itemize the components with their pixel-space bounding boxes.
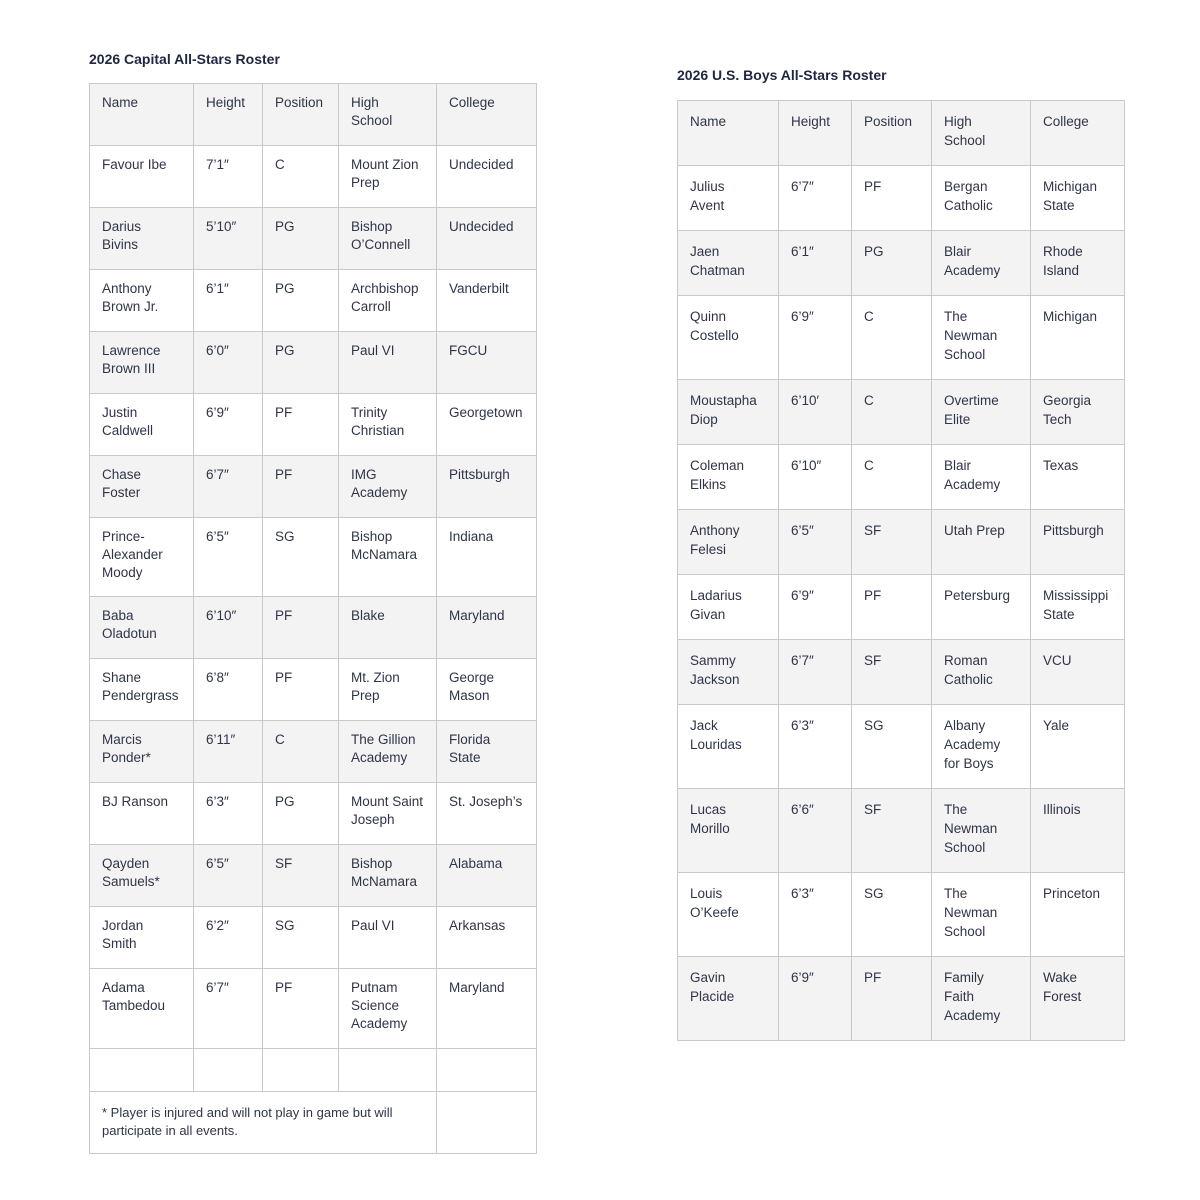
table-row <box>90 270 537 332</box>
position-cell: C <box>852 380 932 445</box>
college-cell: St. Joseph’s <box>437 783 537 845</box>
name-cell: Jaen Chatman <box>678 231 779 296</box>
college-cell: FGCU <box>437 332 537 394</box>
high-school-cell: Bishop McNamara <box>339 845 437 907</box>
high-school-cell: Mount Saint Joseph <box>339 783 437 845</box>
table-row <box>90 208 537 270</box>
name-cell: Quinn Costello <box>678 296 779 380</box>
name-cell: Jordan Smith <box>90 907 194 969</box>
name-cell: Coleman Elkins <box>678 445 779 510</box>
position-cell: SF <box>263 845 339 907</box>
college-cell: Alabama <box>437 845 537 907</box>
name-cell: Justin Caldwell <box>90 394 194 456</box>
position-cell: PF <box>852 166 932 231</box>
position-cell: SG <box>852 873 932 957</box>
college-cell: Maryland <box>437 597 537 659</box>
college-cell: Georgetown <box>437 394 537 456</box>
name-cell: Jack Louridas <box>678 705 779 789</box>
position-cell: PF <box>263 456 339 518</box>
high-school-cell: Overtime Elite <box>932 380 1031 445</box>
position-cell: PG <box>263 332 339 394</box>
high-school-cell: Blair Academy <box>932 445 1031 510</box>
table-row <box>678 873 1125 957</box>
height-cell: 6’7″ <box>194 969 263 1049</box>
height-cell: 6’7″ <box>194 456 263 518</box>
high-school-cell: Petersburg <box>932 575 1031 640</box>
college-cell: VCU <box>1031 640 1125 705</box>
usboys-roster-table <box>677 100 1125 1041</box>
height-cell: 6’9″ <box>779 957 852 1041</box>
column-header-high-school: High School <box>932 101 1031 166</box>
height-cell: 6’3″ <box>779 873 852 957</box>
high-school-cell: The Newman School <box>932 789 1031 873</box>
name-cell: Moustapha Diop <box>678 380 779 445</box>
table-row <box>678 575 1125 640</box>
height-cell: 6’11″ <box>194 721 263 783</box>
name-cell: Gavin Placide <box>678 957 779 1041</box>
column-header-position: Position <box>852 101 932 166</box>
usboys-roster-title: 2026 U.S. Boys All-Stars Roster <box>677 67 887 83</box>
college-cell: Georgia Tech <box>1031 380 1125 445</box>
position-cell: PF <box>263 597 339 659</box>
height-cell: 6’7″ <box>779 640 852 705</box>
footnote-empty-cell <box>437 1092 537 1154</box>
college-cell: Maryland <box>437 969 537 1049</box>
footnote-row <box>90 1092 537 1154</box>
position-cell <box>263 1049 339 1092</box>
usboys-roster <box>677 66 1125 1041</box>
table-row <box>90 518 537 597</box>
table-row <box>90 332 537 394</box>
name-cell: BJ Ranson <box>90 783 194 845</box>
table-row <box>678 510 1125 575</box>
position-cell: PG <box>263 270 339 332</box>
height-cell: 6’10″ <box>779 445 852 510</box>
college-cell: Yale <box>1031 705 1125 789</box>
capital-roster <box>89 50 537 1154</box>
name-cell: Chase Foster <box>90 456 194 518</box>
table-row <box>90 1049 537 1092</box>
name-cell: Prince- Alexander Moody <box>90 518 194 597</box>
table-row <box>678 789 1125 873</box>
high-school-cell: Albany Academy for Boys <box>932 705 1031 789</box>
high-school-cell: Mt. Zion Prep <box>339 659 437 721</box>
position-cell: C <box>852 445 932 510</box>
table-row <box>678 296 1125 380</box>
table-row <box>678 231 1125 296</box>
name-cell: Anthony Brown Jr. <box>90 270 194 332</box>
name-cell: Lucas Morillo <box>678 789 779 873</box>
name-cell: Sammy Jackson <box>678 640 779 705</box>
name-cell: Ladarius Givan <box>678 575 779 640</box>
name-cell: Louis O’Keefe <box>678 873 779 957</box>
position-cell: C <box>852 296 932 380</box>
height-cell: 6’3″ <box>779 705 852 789</box>
column-header-position: Position <box>263 84 339 146</box>
table-row <box>90 597 537 659</box>
college-cell: Arkansas <box>437 907 537 969</box>
position-cell: SF <box>852 510 932 575</box>
column-header-height: Height <box>194 84 263 146</box>
position-cell: PG <box>263 208 339 270</box>
high-school-cell: Trinity Christian <box>339 394 437 456</box>
height-cell: 5’10″ <box>194 208 263 270</box>
high-school-cell: Family Faith Academy <box>932 957 1031 1041</box>
high-school-cell: Bergan Catholic <box>932 166 1031 231</box>
high-school-cell: Utah Prep <box>932 510 1031 575</box>
college-cell: Pittsburgh <box>1031 510 1125 575</box>
injury-footnote: * Player is injured and will not play in game but will participate in all events. <box>90 1092 437 1154</box>
table-row <box>678 380 1125 445</box>
table-row <box>678 957 1125 1041</box>
position-cell: C <box>263 721 339 783</box>
position-cell: SF <box>852 640 932 705</box>
college-cell <box>437 1049 537 1092</box>
table-row <box>90 845 537 907</box>
height-cell: 6’1″ <box>194 270 263 332</box>
table-row <box>90 394 537 456</box>
column-header-high-school: High School <box>339 84 437 146</box>
height-cell: 6’9″ <box>779 575 852 640</box>
position-cell: PG <box>263 783 339 845</box>
table-row <box>90 969 537 1049</box>
column-header-height: Height <box>779 101 852 166</box>
table-row <box>90 907 537 969</box>
name-cell: Baba Oladotun <box>90 597 194 659</box>
position-cell: SG <box>852 705 932 789</box>
table-row <box>90 659 537 721</box>
height-cell: 6’9″ <box>779 296 852 380</box>
table-row <box>90 721 537 783</box>
name-cell: Qayden Samuels* <box>90 845 194 907</box>
name-cell: Anthony Felesi <box>678 510 779 575</box>
table-row <box>90 146 537 208</box>
college-cell: Princeton <box>1031 873 1125 957</box>
name-cell: Julius Avent <box>678 166 779 231</box>
height-cell: 6’10′ <box>779 380 852 445</box>
college-cell: Pittsburgh <box>437 456 537 518</box>
height-cell: 6’6″ <box>779 789 852 873</box>
header-row <box>678 101 1125 166</box>
table-row <box>678 166 1125 231</box>
height-cell: 6’5″ <box>779 510 852 575</box>
high-school-cell: Blair Academy <box>932 231 1031 296</box>
table-row <box>678 705 1125 789</box>
high-school-cell: Blake <box>339 597 437 659</box>
height-cell: 6’0″ <box>194 332 263 394</box>
height-cell: 6’7″ <box>779 166 852 231</box>
college-cell: Michigan <box>1031 296 1125 380</box>
capital-roster-title: 2026 Capital All-Stars Roster <box>89 51 280 67</box>
capital-roster-table <box>89 83 537 1154</box>
height-cell: 6’8″ <box>194 659 263 721</box>
column-header-name: Name <box>678 101 779 166</box>
height-cell: 6’2″ <box>194 907 263 969</box>
college-cell: Undecided <box>437 208 537 270</box>
name-cell: Shane Pendergrass <box>90 659 194 721</box>
college-cell: George Mason <box>437 659 537 721</box>
height-cell: 7’1″ <box>194 146 263 208</box>
high-school-cell: Putnam Science Academy <box>339 969 437 1049</box>
height-cell: 6’5″ <box>194 518 263 597</box>
position-cell: SF <box>852 789 932 873</box>
height-cell: 6’10″ <box>194 597 263 659</box>
high-school-cell: The Newman School <box>932 296 1031 380</box>
position-cell: PG <box>852 231 932 296</box>
college-cell: Florida State <box>437 721 537 783</box>
high-school-cell: Archbishop Carroll <box>339 270 437 332</box>
name-cell: Marcis Ponder* <box>90 721 194 783</box>
height-cell <box>194 1049 263 1092</box>
college-cell: Rhode Island <box>1031 231 1125 296</box>
college-cell: Vanderbilt <box>437 270 537 332</box>
name-cell: Favour Ibe <box>90 146 194 208</box>
table-row <box>90 456 537 518</box>
college-cell: Texas <box>1031 445 1125 510</box>
college-cell: Mississippi State <box>1031 575 1125 640</box>
position-cell: PF <box>852 957 932 1041</box>
high-school-cell: Mount Zion Prep <box>339 146 437 208</box>
college-cell: Wake Forest <box>1031 957 1125 1041</box>
high-school-cell: Paul VI <box>339 907 437 969</box>
college-cell: Indiana <box>437 518 537 597</box>
name-cell: Darius Bivins <box>90 208 194 270</box>
high-school-cell: Bishop McNamara <box>339 518 437 597</box>
high-school-cell: Bishop O’Connell <box>339 208 437 270</box>
column-header-college: College <box>437 84 537 146</box>
name-cell: Lawrence Brown III <box>90 332 194 394</box>
position-cell: PF <box>263 969 339 1049</box>
high-school-cell <box>339 1049 437 1092</box>
table-row <box>678 445 1125 510</box>
position-cell: C <box>263 146 339 208</box>
height-cell: 6’5″ <box>194 845 263 907</box>
column-header-college: College <box>1031 101 1125 166</box>
high-school-cell: Paul VI <box>339 332 437 394</box>
height-cell: 6’3″ <box>194 783 263 845</box>
position-cell: SG <box>263 518 339 597</box>
college-cell: Undecided <box>437 146 537 208</box>
position-cell: PF <box>263 659 339 721</box>
height-cell: 6’1″ <box>779 231 852 296</box>
college-cell: Illinois <box>1031 789 1125 873</box>
name-cell <box>90 1049 194 1092</box>
table-row <box>90 783 537 845</box>
high-school-cell: Roman Catholic <box>932 640 1031 705</box>
name-cell: Adama Tambedou <box>90 969 194 1049</box>
position-cell: PF <box>263 394 339 456</box>
high-school-cell: IMG Academy <box>339 456 437 518</box>
column-header-name: Name <box>90 84 194 146</box>
position-cell: PF <box>852 575 932 640</box>
table-row <box>678 640 1125 705</box>
height-cell: 6’9″ <box>194 394 263 456</box>
college-cell: Michigan State <box>1031 166 1125 231</box>
position-cell: SG <box>263 907 339 969</box>
high-school-cell: The Newman School <box>932 873 1031 957</box>
header-row <box>90 84 537 146</box>
high-school-cell: The Gillion Academy <box>339 721 437 783</box>
